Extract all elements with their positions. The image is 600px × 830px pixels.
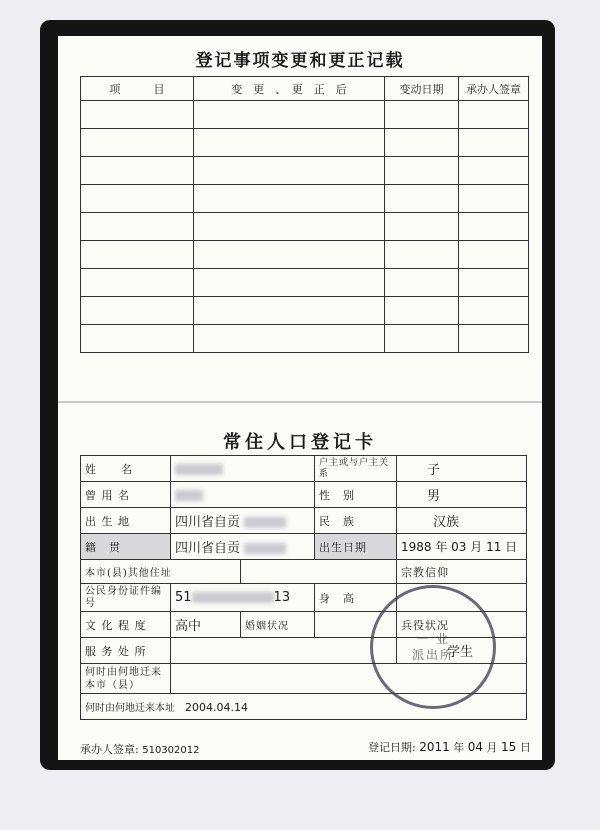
reg-date-label: 登记日期: — [368, 741, 416, 754]
change-record-cell — [459, 325, 529, 353]
change-record-cell — [459, 297, 529, 325]
row-native-place — [81, 534, 527, 560]
change-record-cell — [459, 101, 529, 129]
change-record-row — [81, 101, 529, 129]
handler-code: 510302012 — [142, 745, 200, 756]
change-record-cell — [194, 213, 385, 241]
value-ethnicity: 汉族 — [397, 508, 527, 534]
change-record-cell — [81, 213, 194, 241]
id-suffix: 13 — [273, 590, 291, 605]
value-native-place — [171, 534, 315, 560]
label-birth-date: 出生日期 — [315, 534, 397, 560]
label-moved-in: 何时由何地迁来本市（县） — [81, 664, 171, 694]
change-record-cell — [459, 269, 529, 297]
change-record-cell — [385, 213, 459, 241]
redacted-former-name — [175, 490, 203, 501]
value-birthplace — [171, 508, 315, 534]
label-native-place: 籍 贯 — [81, 534, 171, 560]
value-relation: 子 — [397, 456, 527, 482]
label-ethnicity: 民 族 — [315, 508, 397, 534]
native-place-text: 四川省自贡 — [175, 541, 241, 556]
change-record-row — [81, 129, 529, 157]
value-education: 高中 — [171, 612, 241, 638]
label-birthplace: 出 生 地 — [81, 508, 171, 534]
value-id-number — [171, 584, 315, 612]
change-record-cell — [81, 325, 194, 353]
change-record-cell — [81, 101, 194, 129]
change-record-cell — [194, 101, 385, 129]
change-record-cell — [194, 241, 385, 269]
change-record-table — [80, 76, 529, 353]
reg-day: 15 — [501, 740, 517, 754]
label-marital: 婚姻状况 — [241, 612, 315, 638]
change-record-row — [81, 213, 529, 241]
change-record-cell — [459, 241, 529, 269]
change-record-cell — [385, 241, 459, 269]
header-change: 变 更 、 更 正 后 — [194, 77, 385, 101]
row-name — [81, 456, 527, 482]
change-record-cell — [81, 185, 194, 213]
redacted-birthplace — [244, 517, 286, 528]
value-former-name — [171, 482, 315, 508]
page-fold — [58, 401, 542, 403]
row-former-name — [81, 482, 527, 508]
year-char: 年 — [453, 741, 465, 754]
footer-handler — [80, 741, 199, 757]
change-record-cell — [385, 325, 459, 353]
change-record-cell — [81, 297, 194, 325]
change-record-row — [81, 157, 529, 185]
value-moved-in-address-date: 2004.04.14 — [185, 701, 248, 714]
header-date: 变动日期 — [385, 77, 459, 101]
reg-year: 2011 — [419, 740, 450, 754]
label-military: 兵役状况 — [397, 612, 527, 638]
value-employer — [171, 638, 397, 664]
reg-month: 04 — [467, 740, 484, 754]
id-prefix: 51 — [175, 590, 192, 605]
change-record-cell — [459, 213, 529, 241]
day-char: 日 — [519, 741, 531, 754]
change-record-cell — [385, 129, 459, 157]
change-record-title: 登记事项变更和更正记载 — [195, 51, 405, 71]
label-moved-in-address: 何时由何地迁来本址 — [85, 703, 175, 714]
change-record-cell — [194, 297, 385, 325]
value-other-address — [241, 560, 397, 584]
birthplace-text: 四川省自贡 — [175, 515, 241, 530]
footer-reg-date — [368, 739, 531, 755]
change-record-cell — [194, 157, 385, 185]
change-record-cell — [81, 129, 194, 157]
change-record-cell — [194, 129, 385, 157]
header-item: 项 目 — [81, 77, 194, 101]
label-religion: 宗教信仰 — [397, 560, 527, 584]
change-record-cell — [81, 269, 194, 297]
label-name: 姓 名 — [81, 456, 171, 482]
change-record-cell — [459, 185, 529, 213]
change-record-header-row — [81, 77, 529, 101]
seal-text-line1: 一 业 — [416, 632, 450, 646]
label-gender: 性 别 — [315, 482, 397, 508]
month-char: 月 — [486, 741, 498, 754]
value-birth-date: 1988 年 03 月 11 日 — [397, 534, 527, 560]
label-id-number: 公民身份证件编号 — [81, 584, 171, 612]
change-record-cell — [194, 269, 385, 297]
card-title: 常住人口登记卡 — [223, 432, 377, 453]
handler-label: 承办人签章: — [80, 743, 139, 756]
change-record-cell — [459, 129, 529, 157]
official-seal-stamp — [370, 585, 496, 709]
row-other-address — [81, 560, 527, 584]
seal-text-line2: 派出所 — [411, 648, 454, 662]
value-name — [171, 456, 315, 482]
change-record-cell — [81, 241, 194, 269]
change-record-cell — [385, 269, 459, 297]
label-former-name: 曾 用 名 — [81, 482, 171, 508]
redacted-native-place — [244, 543, 286, 554]
change-record-cell — [385, 157, 459, 185]
label-other-address: 本市(县)其他住址 — [81, 560, 241, 584]
change-record-cell — [385, 101, 459, 129]
value-occupation: 学生 — [397, 638, 527, 664]
change-record-cell — [194, 325, 385, 353]
change-record-row — [81, 241, 529, 269]
row-birthplace — [81, 508, 527, 534]
value-gender: 男 — [397, 482, 527, 508]
label-employer: 服 务 处 所 — [81, 638, 171, 664]
change-record-cell — [385, 185, 459, 213]
change-record-cell — [385, 297, 459, 325]
seal-text — [412, 631, 454, 663]
change-record-cell — [81, 157, 194, 185]
header-signature: 承办人签章 — [459, 77, 529, 101]
change-record-row — [81, 185, 529, 213]
label-relation: 户主或与户主关系 — [315, 456, 397, 482]
change-record-cell — [459, 157, 529, 185]
change-record-row — [81, 297, 529, 325]
label-education: 文 化 程 度 — [81, 612, 171, 638]
change-record-cell — [194, 185, 385, 213]
redacted-name — [175, 464, 223, 475]
change-record-row — [81, 269, 529, 297]
label-height: 身 高 — [315, 584, 397, 612]
redacted-id — [192, 592, 274, 603]
change-record-row — [81, 325, 529, 353]
